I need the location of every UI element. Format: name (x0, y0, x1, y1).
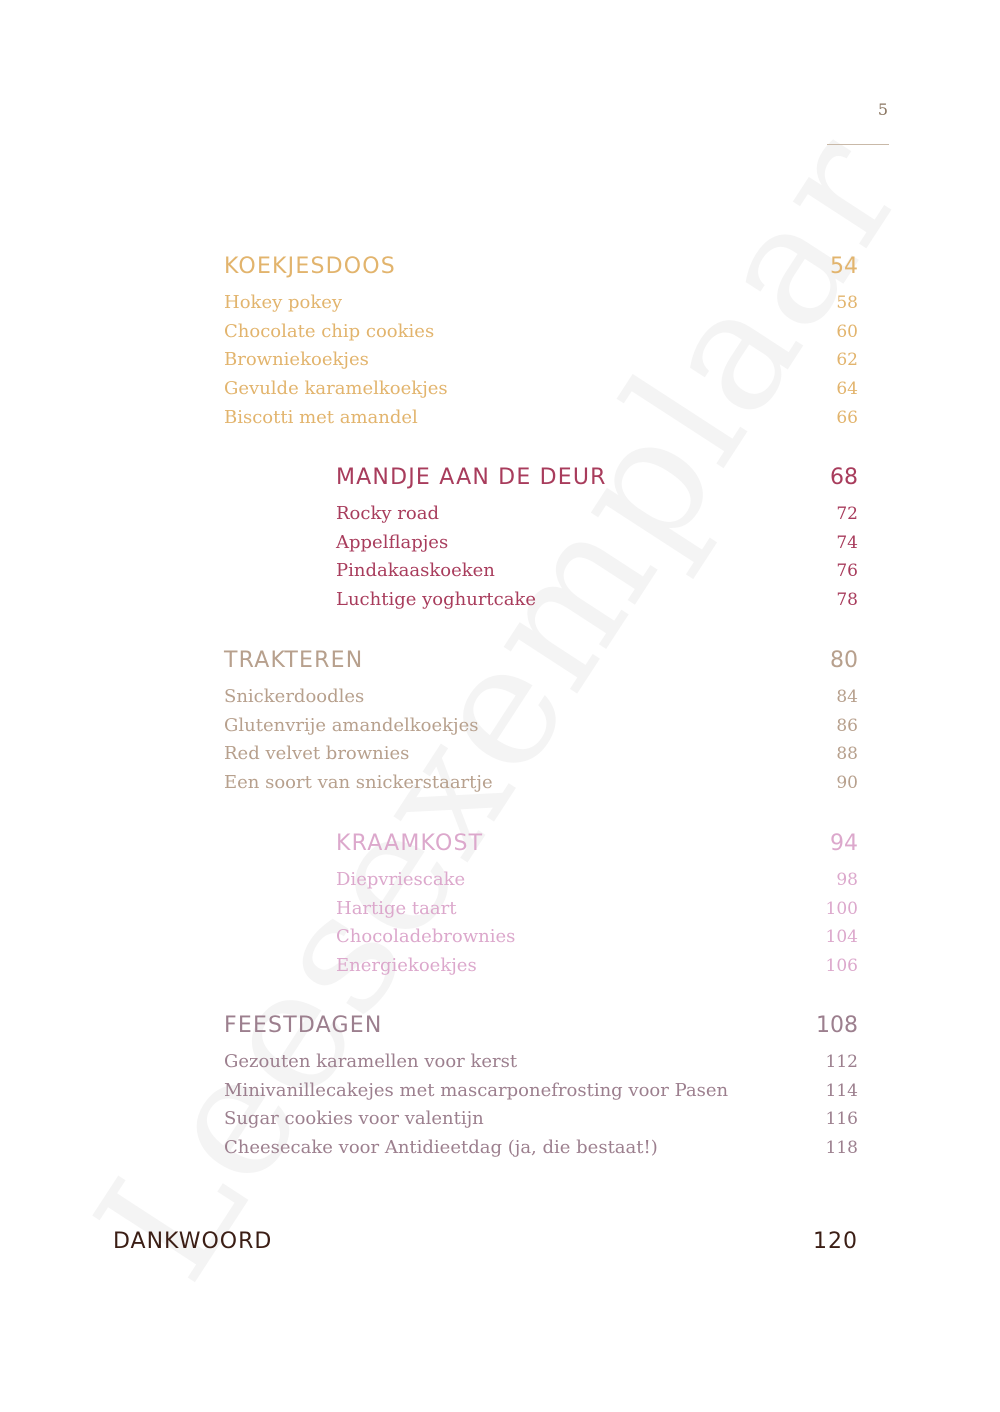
section-title: KOEKJESDOOS (224, 254, 396, 279)
toc-entry[interactable] (336, 955, 858, 984)
toc-entry[interactable] (336, 532, 858, 561)
entry-label: Minivanillecakejes met mascarponefrosting voor Pasen (224, 1079, 729, 1101)
entry-page: 60 (836, 321, 858, 342)
toc-entry[interactable] (224, 1080, 858, 1109)
toc-section-kraamkost (336, 831, 858, 984)
entry-page: 76 (836, 561, 858, 582)
entry-page: 74 (836, 532, 858, 553)
section-page: 94 (830, 831, 858, 856)
entry-page: 114 (825, 1080, 858, 1101)
entry-label: Rocky road (336, 503, 439, 524)
entry-page: 64 (836, 379, 858, 400)
toc-entry[interactable] (336, 869, 858, 898)
toc-entry[interactable] (224, 686, 858, 715)
toc-entry[interactable] (336, 589, 858, 618)
entry-page: 62 (836, 350, 858, 371)
toc-entry[interactable] (224, 349, 858, 378)
toc-section-koekjesdoos (224, 254, 858, 435)
section-title: TRAKTEREN (224, 648, 364, 673)
entry-page: 78 (836, 590, 858, 611)
section-page: 80 (830, 648, 858, 673)
toc-entry[interactable] (224, 743, 858, 772)
entry-label: Hartige taart (336, 897, 457, 919)
entry-label: Energiekoekjes (336, 955, 477, 977)
entry-label: Gevulde karamelkoekjes (224, 378, 448, 400)
entry-label: Appelflapjes (336, 531, 449, 553)
entry-page: 88 (836, 744, 858, 765)
section-title: MANDJE AAN DE DEUR (336, 465, 607, 490)
entry-label: Luchtige yoghurtcake (336, 589, 537, 611)
entry-page: 84 (836, 687, 858, 707)
entry-page: 58 (836, 293, 858, 313)
entry-page: 66 (836, 407, 858, 428)
entry-label: Cheesecake voor Antidieetdag (ja, die bestaat!) (224, 1137, 658, 1159)
toc-entry[interactable] (224, 407, 858, 436)
toc-entry[interactable] (224, 1051, 858, 1080)
section-heading-row[interactable] (336, 831, 858, 869)
entry-page: 72 (836, 504, 858, 524)
entry-label: Chocoladebrownies (336, 926, 516, 948)
entry-page: 98 (836, 870, 858, 890)
section-page: 68 (830, 465, 858, 490)
toc-entry[interactable] (336, 898, 858, 927)
entry-label: Glutenvrije amandelkoekjes (224, 714, 479, 736)
page-number-rule (827, 144, 889, 145)
entry-page: 90 (836, 773, 858, 794)
toc-entry[interactable] (224, 321, 858, 350)
section-page: 54 (830, 254, 858, 279)
toc-entry[interactable] (224, 1108, 858, 1137)
toc-section-feestdagen (224, 1013, 858, 1166)
entry-page: 100 (825, 898, 858, 919)
page-number: 5 (877, 100, 888, 119)
entry-label: Biscotti met amandel (224, 406, 418, 428)
toc-entry[interactable] (224, 772, 858, 801)
dankwoord-title: DANKWOORD (113, 1229, 273, 1254)
entry-label: Hokey pokey (224, 292, 343, 313)
entry-label: Browniekoekjes (224, 349, 369, 371)
toc-section-mandje-aan-de-deur (336, 465, 858, 618)
entry-page: 104 (825, 927, 858, 948)
entry-label: Pindakaaskoeken (336, 560, 495, 582)
entry-page: 106 (825, 956, 858, 977)
toc-entry[interactable] (224, 715, 858, 744)
section-heading-row[interactable] (224, 648, 858, 686)
toc-entry[interactable] (224, 292, 858, 321)
entry-label: Red velvet brownies (224, 743, 410, 765)
toc-entry[interactable] (336, 926, 858, 955)
dankwoord-page: 120 (813, 1229, 858, 1254)
toc-entry[interactable] (336, 560, 858, 589)
section-title: KRAAMKOST (336, 831, 484, 856)
entry-label: Diepvriescake (336, 869, 466, 890)
toc-entry[interactable] (336, 503, 858, 532)
entry-page: 112 (825, 1052, 858, 1072)
entry-label: Sugar cookies voor valentijn (224, 1108, 484, 1130)
entry-label: Snickerdoodles (224, 686, 365, 707)
entry-page: 116 (825, 1109, 858, 1130)
toc-section-dankwoord[interactable] (113, 1229, 858, 1254)
entry-page: 118 (825, 1138, 858, 1159)
entry-label: Chocolate chip cookies (224, 320, 435, 342)
section-heading-row[interactable] (224, 1013, 858, 1051)
toc-section-trakteren (224, 648, 858, 801)
section-heading-row[interactable] (336, 465, 858, 503)
toc-entry[interactable] (224, 378, 858, 407)
toc-entry[interactable] (224, 1137, 858, 1166)
section-page: 108 (816, 1013, 858, 1038)
entry-page: 86 (836, 715, 858, 736)
section-title: FEESTDAGEN (224, 1013, 383, 1038)
entry-label: Gezouten karamellen voor kerst (224, 1051, 518, 1072)
entry-label: Een soort van snickerstaartje (224, 772, 493, 794)
section-heading-row[interactable] (224, 254, 858, 292)
